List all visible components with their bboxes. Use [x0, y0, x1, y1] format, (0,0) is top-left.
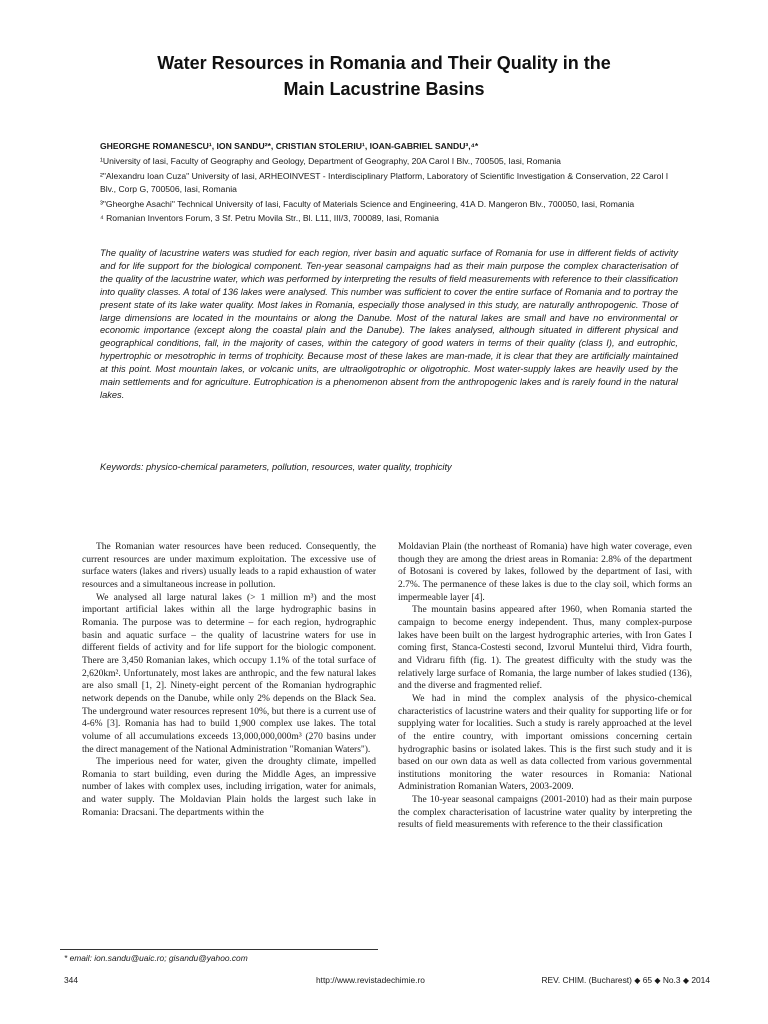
affiliations	[100, 155, 678, 227]
footnote-email: * email: ion.sandu@uaic.ro; gisandu@yahoo.com	[64, 953, 248, 963]
journal-volume: 65	[642, 975, 653, 985]
journal-citation	[541, 975, 710, 985]
title-line-2: Main Lacustrine Basins	[283, 79, 485, 99]
paragraph: Moldavian Plain (the northeast of Romania) have high water coverage, even though they are among the driest areas in Romania: 2.8% of the department of Botosani is covered by lakes, followed by the department of Iasi, with 2.7%. The permanence of these lakes is due to the clay soil, which forms an impermeable layer [4].	[398, 542, 692, 603]
affiliation-3: ³"Gheorghe Asachi" Technical University of Iasi, Faculty of Materials Science and Engineering, 41A D. Mangeron Blv., 700050, Iasi, Romania	[100, 198, 635, 209]
paragraph: We analysed all large natural lakes (> 1 million m³) and the most important artificial lakes within all the large hydrographic basins in Romania. The purpose was to determine – for each region, hydrographic basin and aquatic surface – the quality of lacustrine waters for use in different fields of activity and for life support for the biologic component. There are 3,450 Romanian lakes, which occupy 1.1% of the total surface of 2,620km². Unfortunately, most lakes are anthropic, and the few natural lakes are also small [1, 2]. Ninety-eight percent of the Romanian hydrographic network depends on the Danube, while only 2% depends on the Black Sea. The underground water resources represent 10%, but there is a current use of 4-6% [3]. Romania has had to build 1,900 complex use lakes. The total volume of all accumulations exceeds 13,000,000,000m³ (270 basins under the direct management of the National Administration "Romanian Waters").	[82, 592, 376, 755]
title-line-1: Water Resources in Romania and Their Quality in the	[157, 53, 611, 73]
paragraph: The mountain basins appeared after 1960, when Romania started the campaign to become energy independent. Thus, many complex-purpose lakes have been built on the largest hydrographic arteries, with Iron Gates I coming first, Stanca-Costesti second, Izvorul Muntelui third, Vidra fourth, and Vidraru fifth (fig. 1). The greatest difficulty with the study was the relatively large surface of Romania, the large number of lakes studied (136), and the diverse and fragmented relief.	[398, 605, 692, 692]
affiliation-1: ¹University of Iasi, Faculty of Geography and Geology, Department of Geography, 20A Carol I Blv., 700505, Iasi, Romania	[100, 156, 561, 166]
keywords: Keywords: physico-chemical parameters, pollution, resources, water quality, trophicity	[100, 462, 452, 472]
diamond-separator-icon: ◆	[634, 976, 641, 985]
affiliation-2: ²"Alexandru Ioan Cuza" University of Iasi, ARHEOINVEST - Interdisciplinary Platform, Laboratory of Scientific Investigation & Conservation, 22 Carol I Blv., Corp G, 700506, Iasi, Romania	[100, 170, 669, 195]
body-column-right	[398, 541, 692, 832]
paragraph: We had in mind the complex analysis of the physico-chemical characteristics of lacustrine waters and their quality for supporting life or for supplying water for localities. Such a study is rarely approached at the level of the entire country, with important omissions concerning certain hydrographic basins or isolated lakes. This is the first such study and it is based on our own data as well as data collected from various governmental institutions monitoring the water resources in Romania: National Administration Romanian Waters, 2003-2009.	[398, 693, 692, 793]
affiliation-4: ⁴ Romanian Inventors Forum, 3 Sf. Petru Movila Str., Bl. L11, III/3, 700089, Iasi, Romania	[100, 213, 439, 224]
journal-url[interactable]: http://www.revistadechimie.ro	[316, 975, 425, 985]
abstract: The quality of lacustrine waters was studied for each region, river basin and aquatic surface of Romania for use in different fields of activity and for life support for the biological component. Ten-year seasonal campaigns had as their main purpose the complex characterisation of the quality of the lacustrine water, which was performed by interpreting the results of field measurements with reference to their classification into quality classes. A total of 136 lakes were analysed. This number was sufficient to cover the entire surface of Romania and to portray the present state of its lake water quality. Most lakes in Romania, especially those analysed in this study, are naturally anthropogenic. Those of large dimensions are located in the mountains or along the Danube. Most of the natural lakes are small and have no environmental or economic importance (except along the coastal plain and the Danube). The lakes analysed, although situated in different physical and geographical conditions, fall, in the majority of cases, within the category of good waters in terms of their quality (class I), and eutrophic, hypertrophic or mesotrophic in terms of trophicity. Because most of these lakes are man-made, it is clear that they are artificially maintained at this point. Most mountain lakes, or volcanic units, are ultraoligotrophic or oligotrophic. Most water-supply lakes are heavily used by the main settlements and for agriculture. Eutrophication is a phenomenon absent from the anthropogenic lakes and is rarely found in the natural lakes.	[100, 248, 678, 400]
diamond-separator-icon: ◆	[654, 976, 661, 985]
paragraph: The imperious need for water, given the droughty climate, impelled Romania to start building, even during the Middle Ages, an impressive number of lakes with complex uses, including irrigation, water for animals, and water supply. The Moldavian Plain holds the largest such lake in Romania: Dracsani. The departments within the	[82, 757, 376, 818]
journal-issue: No.3	[662, 975, 681, 985]
paragraph: The Romanian water resources have been reduced. Consequently, the current resources are under maximum exploitation. The excessive use of surface waters (lakes and rivers) usually leads to a rapid exhaustion of water resources and a simultaneous increase in pollution.	[82, 542, 376, 590]
footnote-divider	[60, 949, 378, 950]
paragraph: The 10-year seasonal campaigns (2001-2010) had as their main purpose the complex characterisation of lacustrine water quality by interpreting the results of field measurements with reference to the their classification	[398, 795, 692, 831]
journal-year: 2014	[691, 975, 710, 985]
page-number: 344	[64, 975, 78, 985]
diamond-separator-icon: ◆	[682, 976, 690, 985]
body-column-left	[82, 541, 376, 819]
journal-name: REV. CHIM. (Bucharest)	[541, 975, 632, 985]
author-list: GHEORGHE ROMANESCU¹, ION SANDU²*, CRISTIAN STOLERIU¹, IOAN-GABRIEL SANDU³,⁴*	[100, 141, 479, 151]
paper-title	[80, 50, 688, 102]
